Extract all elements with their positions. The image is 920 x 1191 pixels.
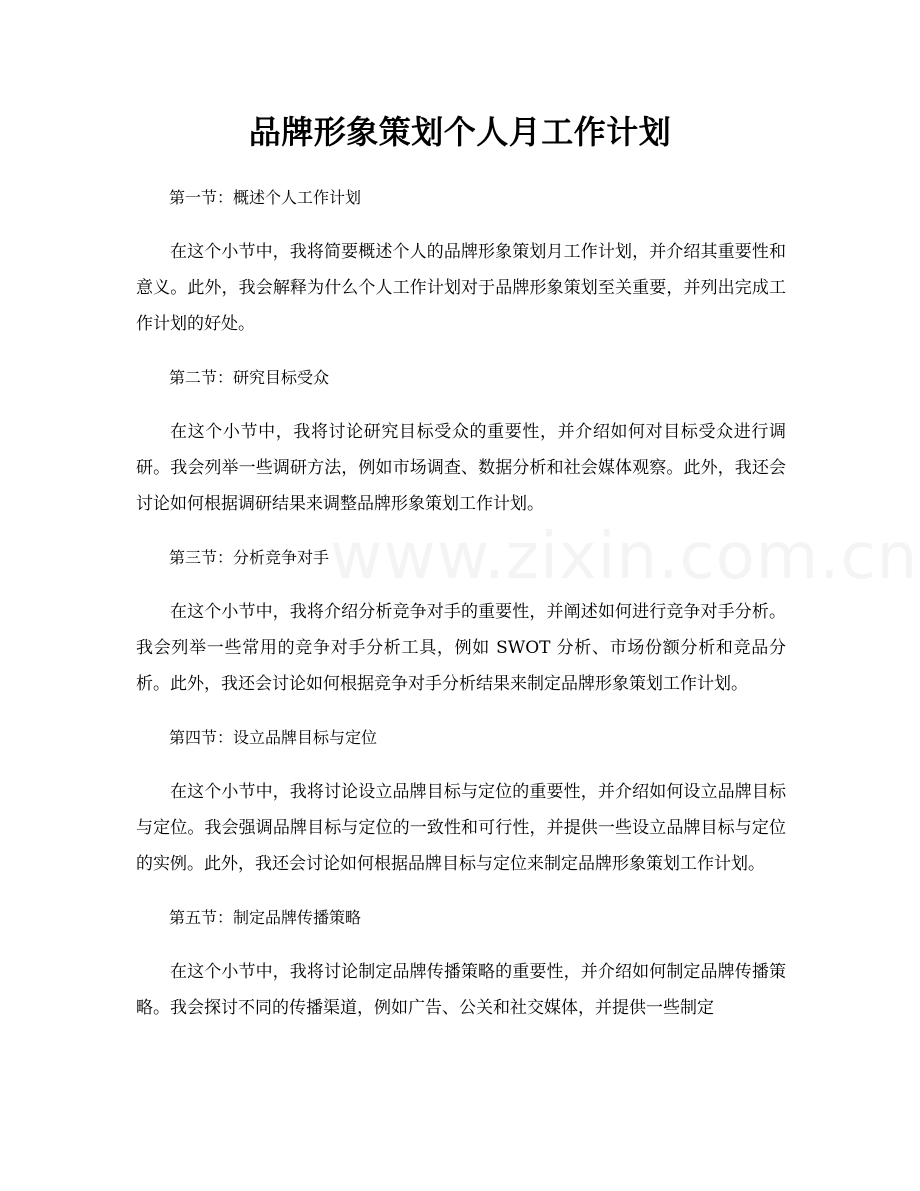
section-paragraph-2: 在这个小节中，我将讨论研究目标受众的重要性，并介绍如何对目标受众进行调研。我会列举一些调研方法，例如市场调查、数据分析和社会媒体观察。此外，我还会讨论如何根据调研结果来调整品牌形象策划工作计划。: [136, 422, 786, 514]
section-paragraph-4: 在这个小节中，我将讨论设立品牌目标与定位的重要性，并介绍如何设立品牌目标与定位。我会强调品牌目标与定位的一致性和可行性，并提供一些设立品牌目标与定位的实例。此外，我还会讨论如何根据品牌目标与定位来制定品牌形象策划工作计划。: [136, 782, 786, 874]
section-heading-1: 第一节：概述个人工作计划: [169, 188, 362, 207]
section-paragraph-3: 在这个小节中，我将介绍分析竞争对手的重要性，并阐述如何进行竞争对手分析。我会列举一些常用的竞争对手分析工具，例如 SWOT 分析、市场份额分析和竞品分析。此外，我还会讨论如何根据竞争对手分析结果来制定品牌形象策划工作计划。: [136, 602, 786, 694]
section-heading-2: 第二节：研究目标受众: [169, 368, 330, 387]
section-heading-4: 第四节：设立品牌目标与定位: [169, 728, 378, 747]
section-paragraph-1: 在这个小节中，我将简要概述个人的品牌形象策划月工作计划，并介绍其重要性和意义。此外，我会解释为什么个人工作计划对于品牌形象策划至关重要，并列出完成工作计划的好处。: [136, 242, 786, 334]
section-heading-3: 第三节：分析竞争对手: [169, 548, 330, 567]
section-paragraph-5: 在这个小节中，我将讨论制定品牌传播策略的重要性，并介绍如何制定品牌传播策略。我会探讨不同的传播渠道，例如广告、公关和社交媒体，并提供一些制定: [136, 962, 786, 1018]
document-body: [136, 180, 786, 1044]
document-title: 品牌形象策划个人月工作计划: [248, 113, 672, 151]
section-heading-5: 第五节：制定品牌传播策略: [169, 908, 362, 927]
